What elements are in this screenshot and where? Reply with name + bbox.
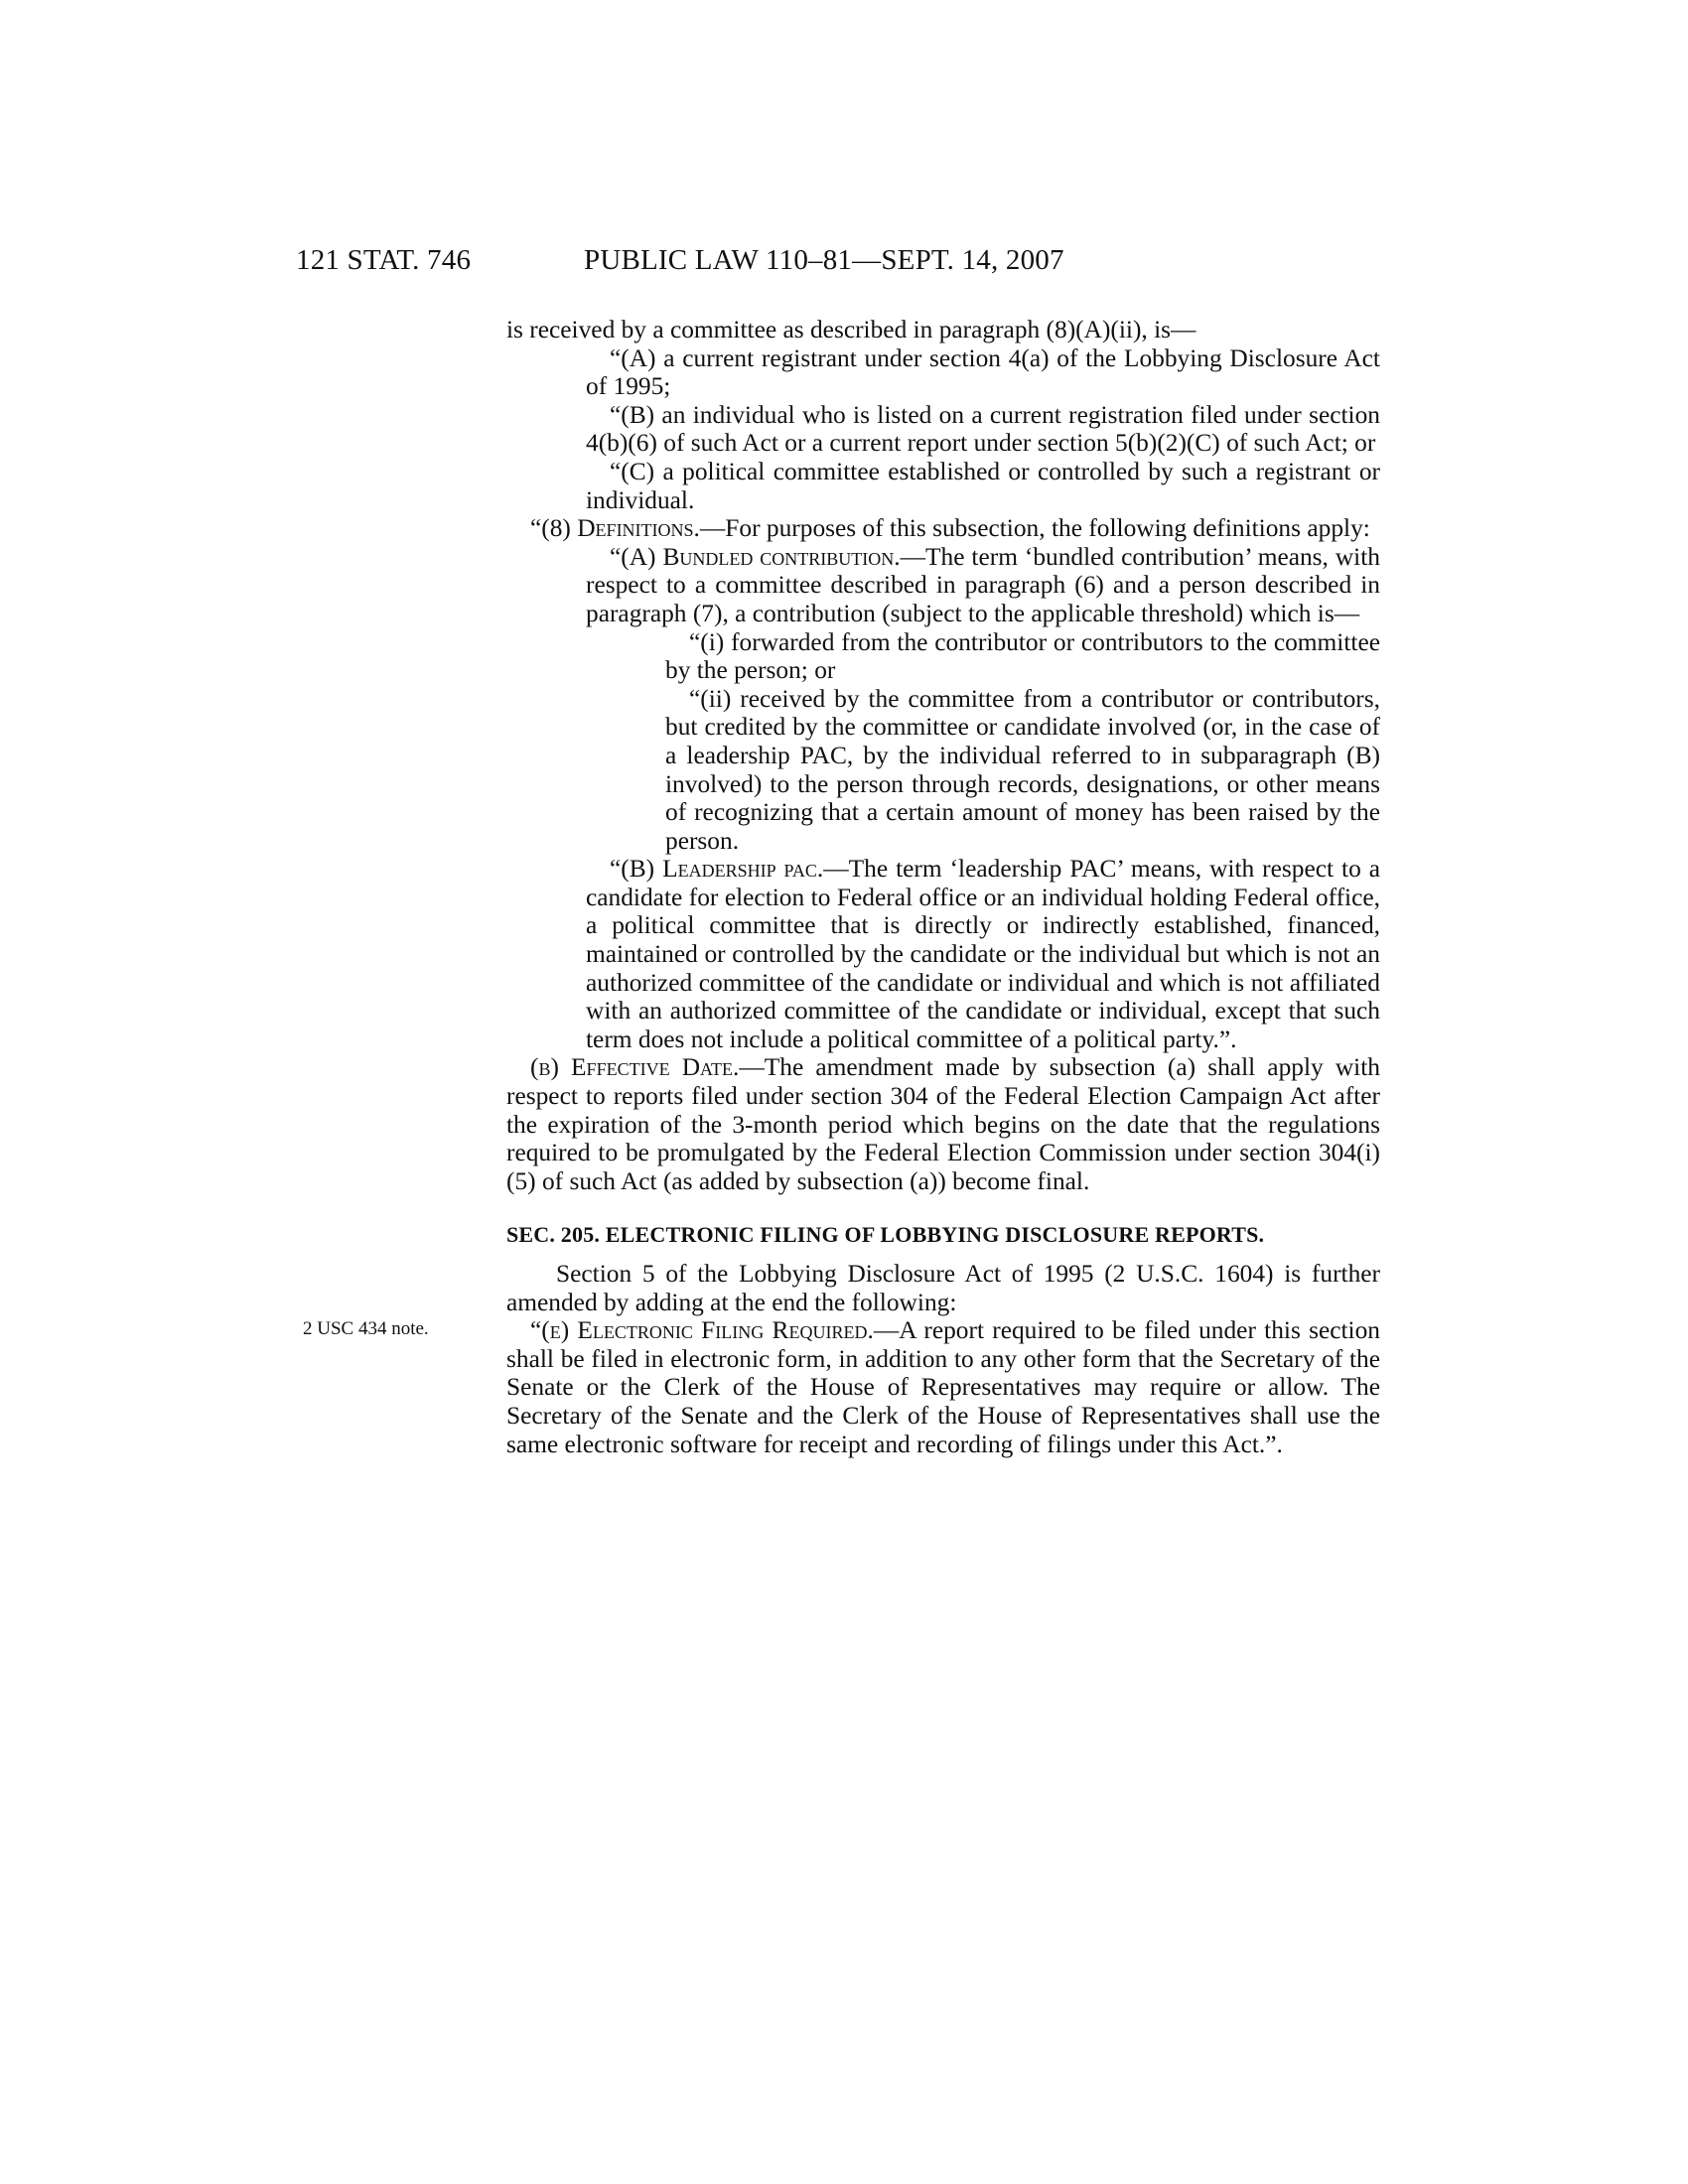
paragraph-8-definitions	[506, 514, 1380, 543]
definition-bundled-contribution	[586, 543, 1380, 628]
paragraph-continuation: is received by a committee as described in paragraph (8)(A)(ii), is—	[506, 316, 1196, 343]
clause-c-committee: “(C) a political committee established or controlled by such a registrant or individual.	[586, 457, 1380, 514]
public-law-citation: PUBLIC LAW 110–81—SEPT. 14, 2007	[584, 244, 1064, 276]
definitions-text: —For purposes of this subsection, the following definitions apply:	[699, 514, 1370, 543]
page-body	[506, 316, 1380, 1458]
electronic-filing-heading: “(e) Electronic Filing Required.	[530, 1316, 874, 1345]
subsection-b-effective-date	[506, 1053, 1380, 1195]
bundled-contribution-text: —The term ‘bundled contribution’ means, with respect to a committee described in paragraph (6) and a person described in paragraph (7), a contribution (subject to the applicable threshold) which is—	[586, 542, 1380, 627]
section-205-intro: Section 5 of the Lobbying Disclosure Act of 1995 (2 U.S.C. 1604) is further amended by adding at the end the following:	[506, 1260, 1380, 1316]
section-heading: SEC. 205. ELECTRONIC FILING OF LOBBYING DISCLOSURE REPORTS.	[506, 1222, 1265, 1248]
marginal-note: 2 USC 434 note.	[303, 1318, 429, 1339]
clause-b-individual: “(B) an individual who is listed on a current registration filed under section 4(b)(6) of such Act or a current report under section 5(b)(2)(C) of such Act; or	[586, 400, 1380, 458]
definitions-heading: “(8) Definitions.	[530, 514, 700, 543]
clause-a-registrant: “(A) a current registrant under section 4(a) of the Lobbying Disclosure Act of 1995;	[586, 343, 1380, 401]
statute-page-number: 121 STAT. 746	[296, 244, 472, 276]
leadership-pac-heading: “(B) Leadership pac.	[610, 855, 824, 884]
effective-date-text: —The amendment made by subsection (a) shall apply with respect to reports filed under section 304 of the Federal Election Campaign Act after the expiration of the 3-month period which begins on the date that the regulations required to be promulgated by the Federal Election Commission under section 304(i)(5) of such Act (as added by subsection (a)) become final.	[506, 1053, 1380, 1195]
subsection-e-electronic-filing	[506, 1316, 1380, 1458]
clause-i-forwarded: “(i) forwarded from the contributor or contributors to the committee by the person; or	[665, 627, 1380, 685]
clause-ii-received: “(ii) received by the committee from a contributor or contributors, but credited by the committee or candidate involved (or, in the case of a leadership PAC, by the individual referred to in subparagraph (B) involved) to the person through records, designations, or other means of recognizing that a certain amount of money has been raised by the person.	[665, 684, 1380, 855]
electronic-filing-text: —A report required to be filed under this section shall be filed in electronic form, in addition to any other form that the Secretary of the Senate or the Clerk of the House of Representatives may require or allow. The Secretary of the Senate and the Clerk of the House of Representatives shall use the same electronic software for receipt and recording of filings under this Act.”.	[506, 1316, 1380, 1458]
effective-date-heading: (b) Effective Date.	[530, 1053, 740, 1082]
bundled-contribution-heading: “(A) Bundled contribution.	[610, 542, 901, 571]
leadership-pac-text: —The term ‘leadership PAC’ means, with respect to a candidate for election to Federal office or an individual holding Federal office, a political committee that is directly or indirectly established, financed, maintained or controlled by the candidate or the individual but which is not an authorized committee of the candidate or individual and which is not affiliated with an authorized committee of the candidate or individual, except that such term does not include a political committee of a political party.”.	[586, 855, 1380, 1053]
definition-leadership-pac	[586, 855, 1380, 1053]
